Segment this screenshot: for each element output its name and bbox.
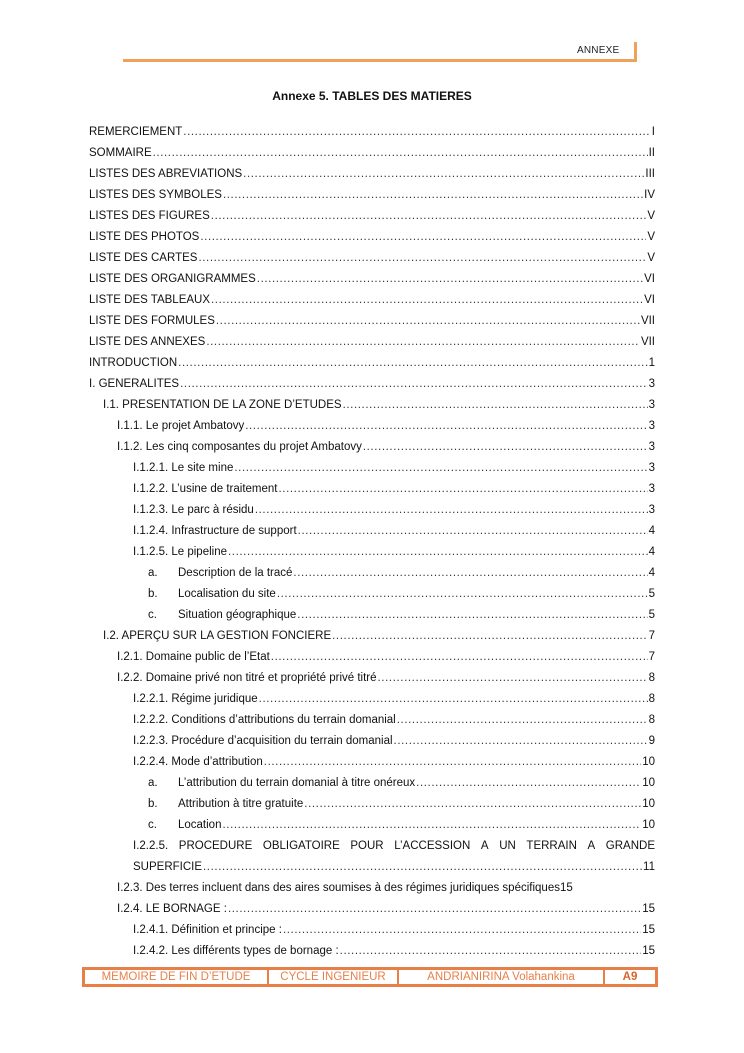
toc-entry[interactable]: I.1.2.5. Le pipeline ..... 4	[89, 542, 655, 563]
toc-entry[interactable]: I.1.2.2. L’usine de traitement ..... 3	[89, 479, 655, 500]
toc-entry[interactable]: I.1.2. Les cinq composantes du projet Ambatovy ..... 3	[89, 437, 655, 458]
toc-entry[interactable]: LISTES DES ABREVIATIONS ..... III	[89, 164, 655, 185]
toc-entry[interactable]: a. L’attribution du terrain domanial à titre onéreux ..... 10	[89, 773, 655, 794]
toc-entry[interactable]: c. Situation géographique ..... 5	[89, 605, 655, 626]
toc-entry[interactable]: REMERCIEMENT ..... I	[89, 122, 655, 143]
toc-word: A	[480, 840, 489, 852]
toc-word: PROCEDURE	[178, 840, 253, 852]
toc-entry[interactable]: a. Description de la tracé ..... 4	[89, 563, 655, 584]
toc-entry[interactable]: I.2. APERÇU SUR LA GESTION FONCIERE ..... 7	[89, 626, 655, 647]
toc-entry[interactable]: LISTE DES CARTES ..... V	[89, 248, 655, 269]
footer-page-number: A9	[605, 970, 655, 984]
toc-entry[interactable]: SUPERFICIE ..... 11	[89, 857, 655, 878]
header-rule	[123, 59, 637, 62]
toc-entry[interactable]: I.2.2.4. Mode d’attribution ..... 10	[89, 752, 655, 773]
footer-author: ANDRIANIRINA Volahankina	[399, 970, 603, 984]
toc-entry[interactable]: I.2.3. Des terres incluent dans des aires soumises à des régimes juridiques spécifiques 15	[117, 882, 573, 894]
toc-entry-wrapped-line[interactable]	[89, 836, 655, 857]
toc-entry[interactable]: I.2.2.3. Procédure d’acquisition du terrain domanial ..... 9	[89, 731, 655, 752]
toc-entry[interactable]: LISTE DES ORGANIGRAMMES ..... VI	[89, 269, 655, 290]
toc-entry[interactable]: I.2.2.1. Régime juridique ..... 8	[89, 689, 655, 710]
toc-entry[interactable]: I.2.1. Domaine public de l’Etat ..... 7	[89, 647, 655, 668]
toc-entry[interactable]: I.2.4. LE BORNAGE : ..... 15	[89, 899, 655, 920]
toc-word: GRANDE	[605, 840, 655, 852]
toc-entry[interactable]: I.2.4.1. Définition et principe : ..... 15	[89, 920, 655, 941]
toc-entry[interactable]: I.2.2.2. Conditions d’attributions du terrain domanial ..... 8	[89, 710, 655, 731]
toc-word: POUR	[350, 840, 384, 852]
toc-entry[interactable]: LISTE DES PHOTOS ..... V	[89, 227, 655, 248]
toc-entry[interactable]: b. Localisation du site ..... 5	[89, 584, 655, 605]
toc-entry[interactable]: INTRODUCTION ..... 1	[89, 353, 655, 374]
toc-word: A	[587, 840, 596, 852]
toc-entry[interactable]: I.1.2.1. Le site mine ..... 3	[89, 458, 655, 479]
toc-entry[interactable]: LISTES DES FIGURES ..... V	[89, 206, 655, 227]
toc-entry[interactable]: SOMMAIRE ..... II	[89, 143, 655, 164]
table-of-contents	[89, 122, 655, 962]
toc-entry[interactable]: c. Location ..... 10	[89, 815, 655, 836]
toc-entry[interactable]: I.1. PRESENTATION DE LA ZONE D’ETUDES ..... 3	[89, 395, 655, 416]
toc-word: TERRAIN	[526, 840, 577, 852]
footer-memoire: MEMOIRE DE FIN D’ETUDE	[85, 970, 267, 984]
page-footer	[82, 967, 658, 987]
toc-word: I.2.2.5.	[133, 840, 169, 852]
toc-entry[interactable]: I. GENERALITES ..... 3	[89, 374, 655, 395]
toc-entry[interactable]: LISTE DES FORMULES ..... VII	[89, 311, 655, 332]
toc-word: L’ACCESSION	[394, 840, 471, 852]
toc-entry[interactable]: I.2.4.2. Les différents types de bornage : ..... 15	[89, 941, 655, 962]
toc-entry[interactable]: LISTES DES SYMBOLES ..... IV	[89, 185, 655, 206]
toc-entry[interactable]: LISTE DES TABLEAUX ..... VI	[89, 290, 655, 311]
toc-word: UN	[499, 840, 516, 852]
toc-word: OBLIGATOIRE	[262, 840, 340, 852]
running-header: ANNEXE	[577, 45, 620, 56]
page-title: Annexe 5. TABLES DES MATIERES	[272, 89, 472, 103]
toc-entry[interactable]: I.1.1. Le projet Ambatovy ..... 3	[89, 416, 655, 437]
toc-entry[interactable]: I.1.2.4. Infrastructure de support ..... 4	[89, 521, 655, 542]
toc-entry[interactable]: LISTE DES ANNEXES ..... VII	[89, 332, 655, 353]
toc-entry[interactable]: I.2.2. Domaine privé non titré et propriété privé titré ..... 8	[89, 668, 655, 689]
toc-entry[interactable]: I.1.2.3. Le parc à résidu ..... 3	[89, 500, 655, 521]
toc-entry[interactable]: b. Attribution à titre gratuite ..... 10	[89, 794, 655, 815]
footer-cycle: CYCLE INGENIEUR	[269, 970, 397, 984]
